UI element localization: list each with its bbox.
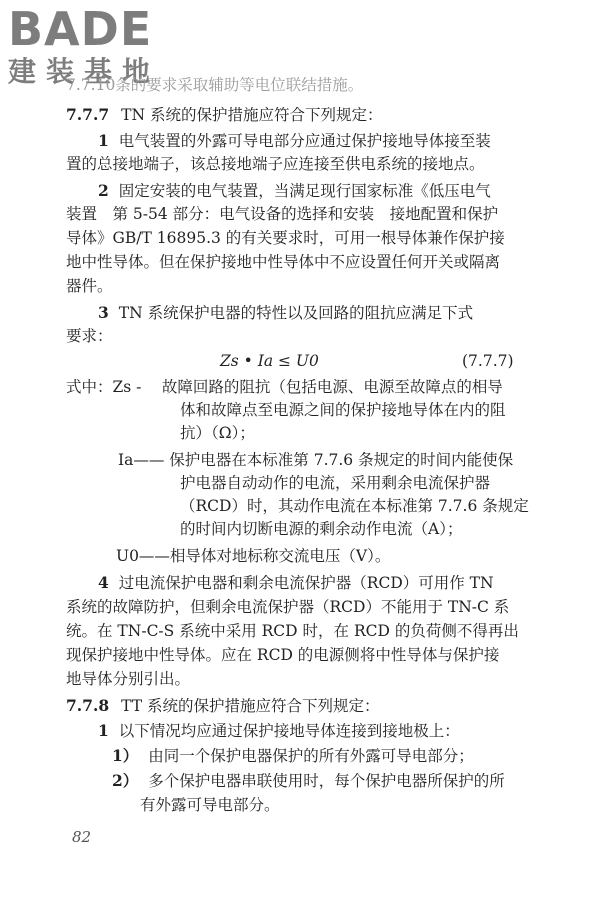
item-number: 1 — [98, 131, 109, 150]
item-2-cont-3: 地中性导体。但在保护接地中性导体中不应设置任何开关或隔离 — [66, 253, 501, 271]
item-1-cont: 置的总接地端子，该总接地端子应连接至供电系统的接地点。 — [66, 155, 485, 173]
item-3 — [98, 302, 568, 324]
clause-number: 7.7.7 — [66, 105, 110, 124]
where-ia-cont-3: 的时间内切断电源的剩余动作电流（A）； — [180, 520, 463, 538]
item-4-cont-3: 现保护接地中性导体。应在 RCD 的电源侧将中性导体与保护接 — [66, 646, 500, 664]
item-tt-1 — [98, 720, 568, 742]
item-number: 2 — [98, 181, 109, 200]
item-2-cont-4: 器件。 — [66, 277, 113, 295]
where-u0: U0——相导体对地标称交流电压（V）。 — [116, 547, 391, 565]
item-1 — [98, 130, 568, 152]
logo-wordmark: BADE — [8, 2, 153, 56]
clause-text: TN 系统的保护措施应符合下列规定： — [121, 106, 383, 124]
clause-number: 7.7.8 — [66, 696, 110, 715]
clause-7-7-8 — [66, 695, 536, 717]
item-text: 以下情况均应通过保护接地导体连接到接地极上： — [118, 722, 460, 740]
item-text: 过电流保护电器和剩余电流保护器（RCD）可用作 TN — [118, 574, 494, 592]
item-number: 4 — [98, 573, 109, 592]
subitem-1 — [112, 745, 536, 767]
item-text: 电气装置的外露可导电部分应通过保护接地导体接至装 — [118, 132, 491, 150]
item-number: 3 — [98, 303, 109, 322]
subitem-2-cont: 有外露可导电部分。 — [140, 796, 280, 814]
logo-subtitle: 建装基地 — [8, 55, 161, 88]
item-4 — [98, 572, 568, 594]
where-zs-cont-2: 抗）（Ω）； — [180, 424, 255, 442]
formula-7-7-7: Zs • Ia ≤ U0 — [220, 352, 319, 370]
subitem-text: 多个保护电器串联使用时，每个保护电器所保护的所 — [148, 772, 505, 790]
formula-number: (7.7.7) — [462, 352, 514, 370]
subitem-text: 由同一个保护电器保护的所有外露可导电部分； — [148, 747, 474, 765]
subitem-2 — [112, 770, 536, 792]
clause-text: TT 系统的保护措施应符合下列规定： — [121, 697, 380, 715]
line-continuation: 7.7.10条的要求采取辅助等电位联结措施。 — [66, 76, 364, 94]
item-2 — [98, 180, 568, 202]
item-3-cont: 要求： — [66, 327, 113, 345]
where-ia-cont-1: 护电器自动动作的电流，采用剩余电流保护器 — [180, 474, 491, 492]
item-2-cont-2: 导体》GB/T 16895.3 的有关要求时，可用一根导体兼作保护接 — [66, 229, 505, 247]
item-4-cont-4: 地导体分别引出。 — [66, 670, 191, 688]
subitem-number: 2） — [112, 771, 139, 790]
item-2-cont-1: 装置 第 5-54 部分：电气设备的选择和安装 接地配置和保护 — [66, 205, 499, 223]
where-zs-cont-1: 体和故障点至电源之间的保护接地导体在内的阻 — [180, 401, 506, 419]
where-zs: 式中：Zs - 故障回路的阻抗（包括电源、电源至故障点的相导 — [66, 378, 503, 396]
subitem-number: 1） — [112, 746, 139, 765]
item-text: 固定安装的电气装置，当满足现行国家标准《低压电气 — [118, 182, 491, 200]
item-number: 1 — [98, 721, 109, 740]
clause-7-7-7 — [66, 104, 536, 126]
where-ia-cont-2: （RCD）时，其动作电流在本标准第 7.7.6 条规定 — [180, 497, 529, 515]
where-ia: Ia—— 保护电器在本标准第 7.7.6 条规定的时间内能使保 — [118, 451, 514, 469]
page-number: 82 — [72, 828, 92, 846]
item-text: TN 系统保护电器的特性以及回路的阻抗应满足下式 — [118, 304, 474, 322]
item-4-cont-1: 系统的故障防护，但剩余电流保护器（RCD）不能用于 TN-C 系 — [66, 598, 510, 616]
item-4-cont-2: 统。在 TN-C-S 系统中采用 RCD 时，在 RCD 的负荷侧不得再出 — [66, 622, 519, 640]
